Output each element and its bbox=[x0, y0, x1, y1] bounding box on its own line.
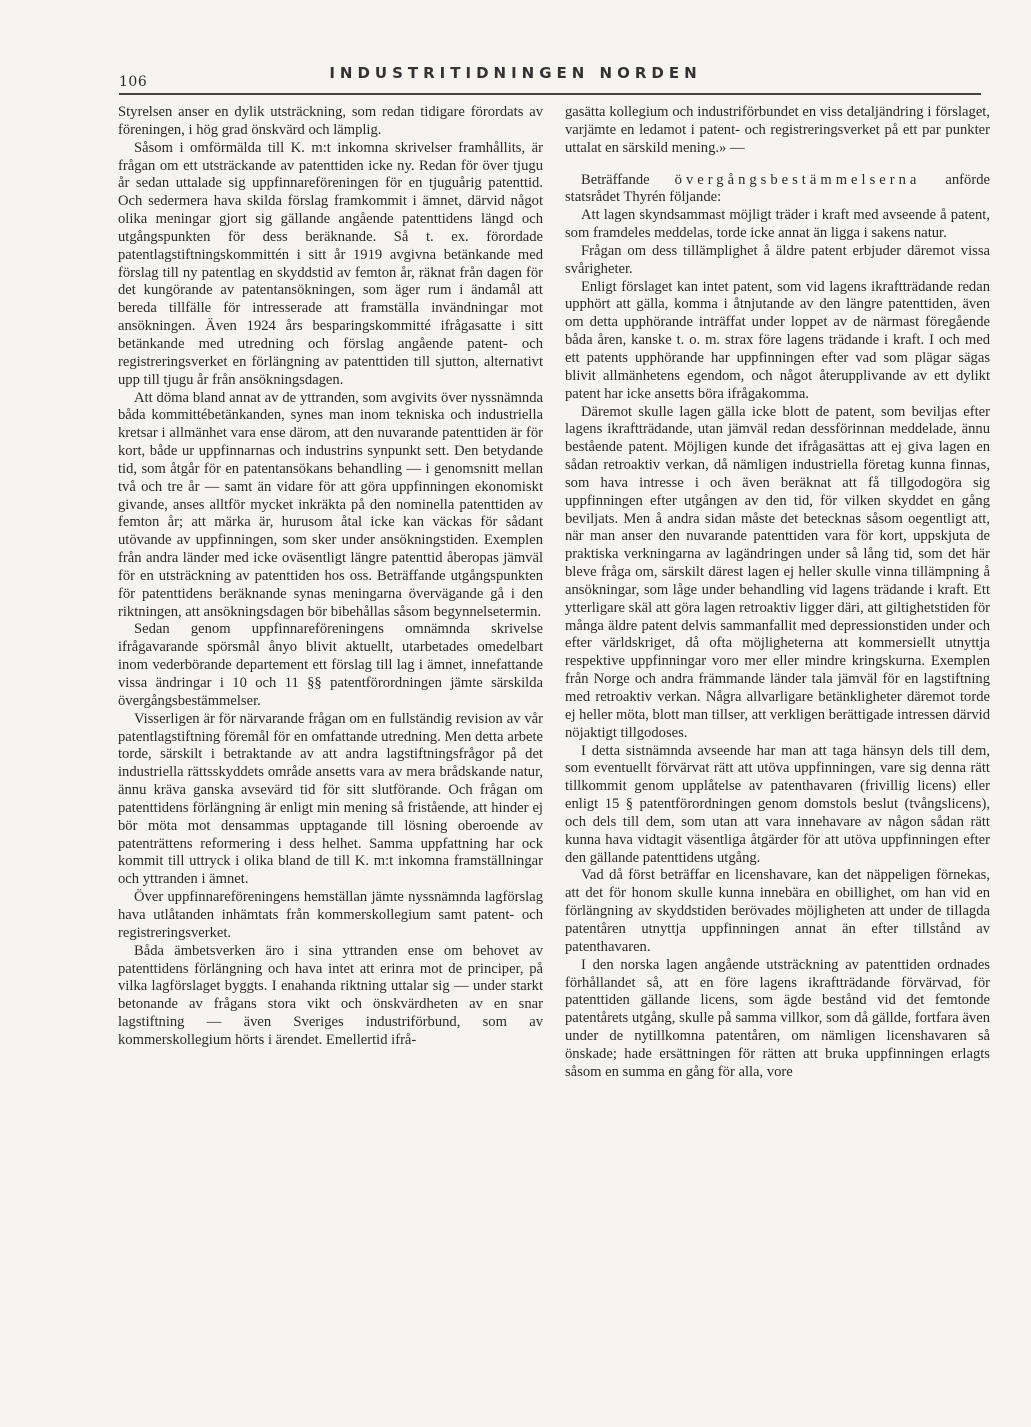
section-intro bbox=[565, 172, 990, 208]
paragraph: Frågan om dess tillämplighet å äldre patent erbjuder däremot vissa svårigheter. bbox=[565, 242, 990, 277]
paragraph: I den norska lagen angående utsträckning av patenttiden ordnades förhållandet så, att en före lagens ikraftträdande förvärvad, för patenttiden gällande licens, som ägde bestånd vid det femtonde patentårets utgång, skulle på samma villkor, som då gällde, fortfara även under de nytillkomna patentåren, om nämligen licenshavaren så önskade; hade ersättningen för rätten att bruka uppfinningen erlagts såsom en summa en gång för alla, vore bbox=[565, 956, 990, 1080]
paragraph: Visserligen är för närvarande frågan om en fullständig revision av vår patentlagstiftning föremål för en omfattande utredning. Men detta arbete torde, särskilt i betraktande av att andra lagstiftningsfrågor på det industriella rättsskyddets område ansetts vara av mera brådskande natur, ännu kräva ganska avsevärd tid för sitt slutförande. Och frågan om patenttidens förlängning är enligt min mening så fristående, att hinder ej bör möta mot densammas upptagande till lösning oberoende av patenträttens reformering i dess helhet. Samma uppfattning har ock kommit till uttryck i olika bland de till K. m:t inkomna framställningar och yttranden i ämnet. bbox=[118, 710, 543, 888]
paragraph-continuation: gasätta kollegium och industriförbundet en viss detaljändring i förslaget, varjämte en ledamot i patent- och registreringsverket på ett par punkter uttalat en särskild mening.» — bbox=[565, 104, 990, 156]
section-lead: Beträffande bbox=[581, 171, 650, 188]
paragraph: Båda ämbetsverken äro i sina yttranden ense om behovet av patenttidens förlängning och hava intet att erinra mot de principer, på vilka lagförslaget byggts. I enahanda riktning uttalar sig — under starkt betonande av frågans stora vikt och önskvärdheten av en snar lagstiftning — även Sveriges industriförbund, som av kommerskollegium hörts i ärendet. Emellertid ifrå- bbox=[118, 942, 543, 1048]
paragraph: Enligt förslaget kan intet patent, som vid lagens ikraftträdande redan upphört att gälla, komma i åtnjutande av den längre patenttiden, även om detta upphörande inträffat under loppet av de närmast föregående båda åren, kanske t. o. m. strax före lagens trädande i kraft. I och med ett patents upphörande har uppfinningen efter vad som plägar sägas blivit allmänhetens egendom, och något återupplivande av ett dylikt patent har icke ansetts böra ifrågakomma. bbox=[565, 278, 990, 402]
header-rule bbox=[119, 93, 981, 95]
right-column bbox=[565, 104, 990, 1082]
paragraph: Sedan genom uppfinnareföreningens omnämnda skrivelse ifrågavarande spörsmål ånyo blivit aktuellt, utarbetades omedelbart inom vederbörande departement ett förslag till lag i ämnet, innefattande vissa ändringar i 10 och 11 §§ patentförordningen jämte särskilda övergångsbestämmelser. bbox=[118, 621, 543, 709]
paragraph: Däremot skulle lagen gälla icke blott de patent, som beviljas efter lagens ikraftträdande, utan jämväl redan dessförinnan meddelade, ännu bestående patent. Möjligen kunde det ifrågasättas att ej giva lagen en sådan retroaktiv verkan, då nämligen industriella företag kunna finnas, som hava intresse i och även beräknat att få tillgodogöra sig uppfinningen efter utgången av den tid, för vilken skyddet en gång beviljats. Men å andra sidan måste det betecknas såsom oegentligt att, när man anser den nuvarande patenttiden vara för kort, uppskjuta de praktiska verkningarna av lagändringen under så lång tid, som det här bleve fråga om, särskilt därest lagen ej heller skulle vinna tillämpning å ansökningar, som låge under behandling vid lagens trädande i kraft. Ett ytterligare skäl att göra lagen retroaktiv ligger däri, att giltighetstiden för många äldre patent delvis sammanfallit med depressionstiden under och efter världskriget, då ofta möjligheterna att kommersiellt utnyttja respektive uppfinningar voro mer eller mindre kringskurna. Exemplen från Norge och andra främmande länder tala jämväl för en lagstiftning med retroaktiv verkan. Några allvarligare betänkligheter däremot torde ej heller möta, blott man tillser, att verkligen berättigade intressen därvid nöjaktigt tillgodoses. bbox=[565, 403, 990, 741]
paragraph: Att lagen skyndsammast möjligt träder i kraft med avseende å patent, som framdeles meddelas, torde icke annat än ligga i sakens natur. bbox=[565, 207, 990, 242]
running-head: INDUSTRITIDNINGEN NORDEN bbox=[329, 64, 702, 82]
paragraph: Styrelsen anser en dylik utsträckning, som redan tidigare förordats av föreningen, i hög grad önskvärd och lämplig. bbox=[118, 104, 543, 138]
paragraph: Över uppfinnareföreningens hemställan jämte nyssnämnda lagförslag hava utlåtanden inhämtats från kommerskollegium samt patent- och registreringsverket. bbox=[118, 889, 543, 941]
section-rest: anförde statsrådet Thyrén följande: bbox=[565, 171, 990, 206]
section-term: övergångsbestämmelserna bbox=[674, 171, 921, 188]
left-column bbox=[118, 104, 543, 1050]
paragraph: Såsom i omförmälda till K. m:t inkomna skrivelser framhållits, är frågan om ett utsträckande av patenttiden icke ny. Redan för över tjugu år sedan uttalade sig uppfinnareföreningen för en tjuguårig patenttid. Och sedermera hava skilda förslag framkommit i ämnet, därvid något olika meningar gjort sig gällande angående patenttidens längd och utgångspunkten för dess beräknande. Så t. ex. förordade patentlagstiftningskommittén i sitt år 1919 avgivna betänkande med förslag till ny patentlag en skyddstid av femton år, räknat från dagen för det kungörande av patentansökningen, som äger rum i ändamål att bereda tillfälle för intresserade att framställa invändningar mot ansökningen. Även 1924 års besparingskommitté ifrågasatte i sitt betänkande med utredning och förslag angående patent- och registreringsverket en förlängning av patenttiden till sjutton, alternativt upp till tjugu år från ansökningsdagen. bbox=[118, 139, 543, 388]
paragraph: Att döma bland annat av de yttranden, som avgivits över nyssnämnda båda kommittébetänkanden, synes man inom tekniska och industriella kretsar i allmänhet vara ense därom, att den nuvarande patenttiden är för kort, både ur uppfinnarnas och industrins synpunkt sett. Den betydande tid, som åtgår för en patentansökans behandling — i genomsnitt mellan två och tre år — samt än vidare för att göra uppfinningen ekonomiskt givande, anses alltför mycket inkräkta på den nominella patenttiden av femton år; att märka är, hurusom åtal icke kan väckas för sådant utövande av uppfinningen, som sker under ansökningstiden. Exemplen från andra länder med icke oväsentligt längre patenttid åberopas jämväl för en utsträckning av patenttiden hos oss. Beträffande utgångspunkten för patenttidens beräknande synas meningarna övervägande gå i den riktningen, att ansökningsdagen bör bibehållas såsom begynnelsetermin. bbox=[118, 389, 543, 620]
page-number: 106 bbox=[119, 74, 148, 90]
paragraph: I detta sistnämnda avseende har man att taga hänsyn dels till dem, som eventuellt förvärvat rätt att utöva uppfinningen, vare sig denna rätt tillkommit genom upplåtelse av patenthavaren (frivillig licens) eller enligt 15 § patentförordningen genom domstols beslut (tvångslicens), och dels till dem, som utan att vara innehavare av någon sådan rätt kunna hava vidtagit väsentliga åtgärder för att utöva uppfinningen efter den gällande patenttidens utgång. bbox=[565, 742, 990, 866]
paragraph: Vad då först beträffar en licenshavare, kan det näppeligen förnekas, att det för honom skulle kunna innebära en obillighet, om han vid en förlängning av skyddstiden berövades möjligheten att under de tillagda patentåren utnyttja uppfinningen annat än efter tillstånd av patenthavaren. bbox=[565, 867, 990, 955]
